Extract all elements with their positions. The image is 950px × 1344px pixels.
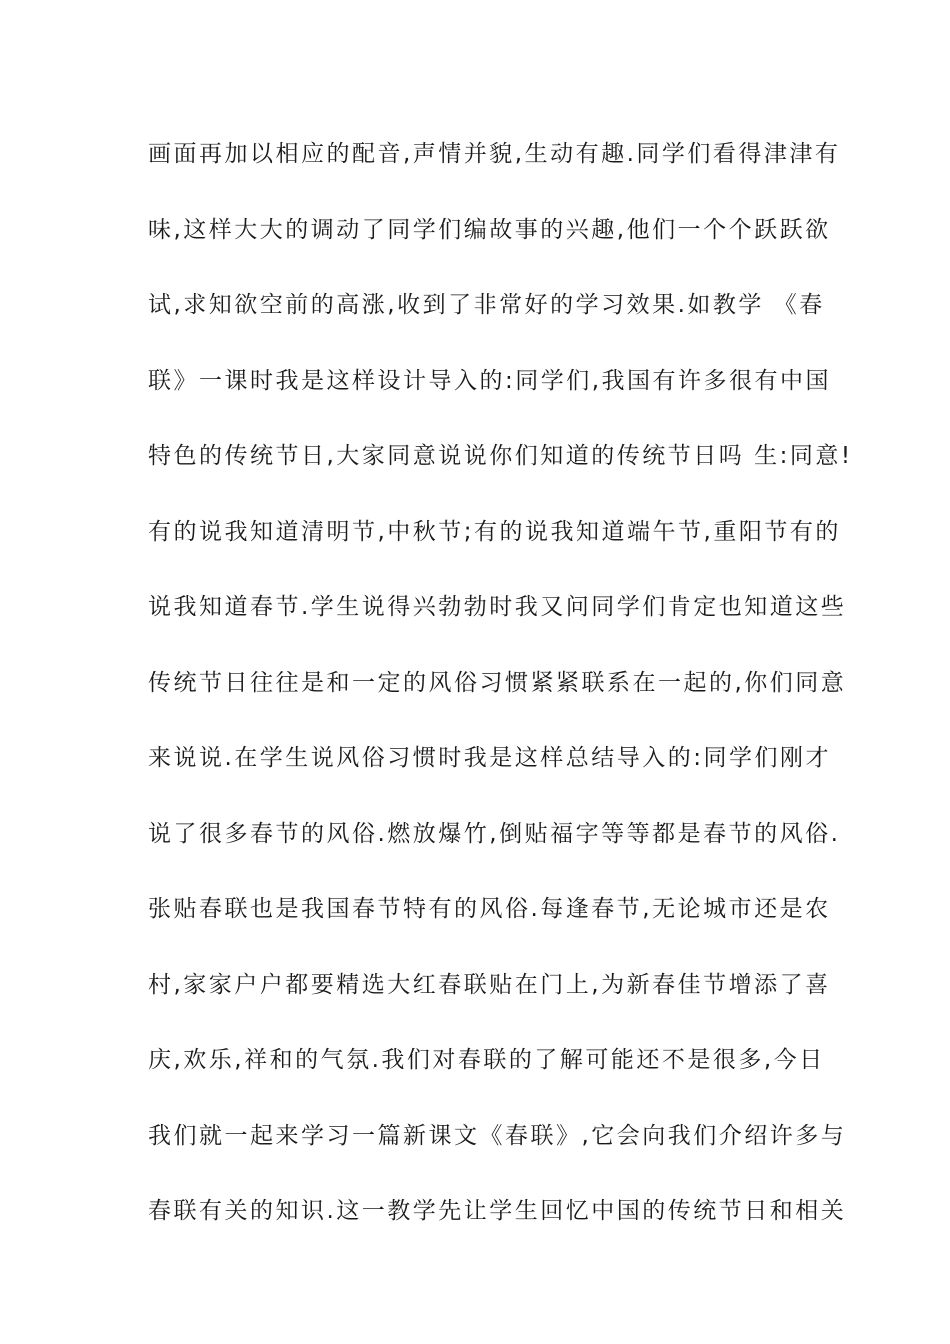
- body-text: [148, 134, 853, 1267]
- text-line: 张贴春联也是我国春节特有的风俗.每逢春节,无论城市还是农: [148, 896, 831, 922]
- text-line: 有的说我知道清明节,中秋节;有的说我知道端午节,重阳节有的: [148, 518, 841, 545]
- text-line: 春联有关的知识.这一教学先让学生回忆中国的传统节日和相关: [148, 1198, 847, 1224]
- text-line: 味,这样大大的调动了同学们编故事的兴趣,他们一个个跃跃欲: [148, 216, 831, 243]
- text-line: 传统节日往往是和一定的风俗习惯紧紧联系在一起的,你们同意: [148, 669, 847, 696]
- text-line: 画面再加以相应的配音,声情并貌,生动有趣.同学们看得津津有: [148, 141, 841, 167]
- text-line: 我们就一起来学习一篇新课文《春联》,它会向我们介绍许多与: [148, 1122, 847, 1149]
- text-line: 说我知道春节.学生说得兴勃勃时我又问同学们肯定也知道这些: [148, 594, 847, 620]
- text-line: 说了很多春节的风俗.燃放爆竹,倒贴福字等等都是春节的风俗.: [148, 820, 841, 847]
- text-line: 试,求知欲空前的高涨,收到了非常好的学习效果.如教学 《春: [148, 292, 825, 318]
- text-line: 村,家家户户都要精选大红春联贴在门上,为新春佳节增添了喜: [148, 971, 831, 998]
- text-line: 联》一课时我是这样设计导入的:同学们,我国有许多很有中国: [148, 367, 832, 394]
- text-line: 特色的传统节日,大家同意说说你们知道的传统节日吗 生:同意!: [148, 443, 853, 469]
- text-line: 庆,欢乐,祥和的气氛.我们对春联的了解可能还不是很多,今日: [148, 1047, 825, 1073]
- text-line: 来说说.在学生说风俗习惯时我是这样总结导入的:同学们刚才: [148, 745, 832, 771]
